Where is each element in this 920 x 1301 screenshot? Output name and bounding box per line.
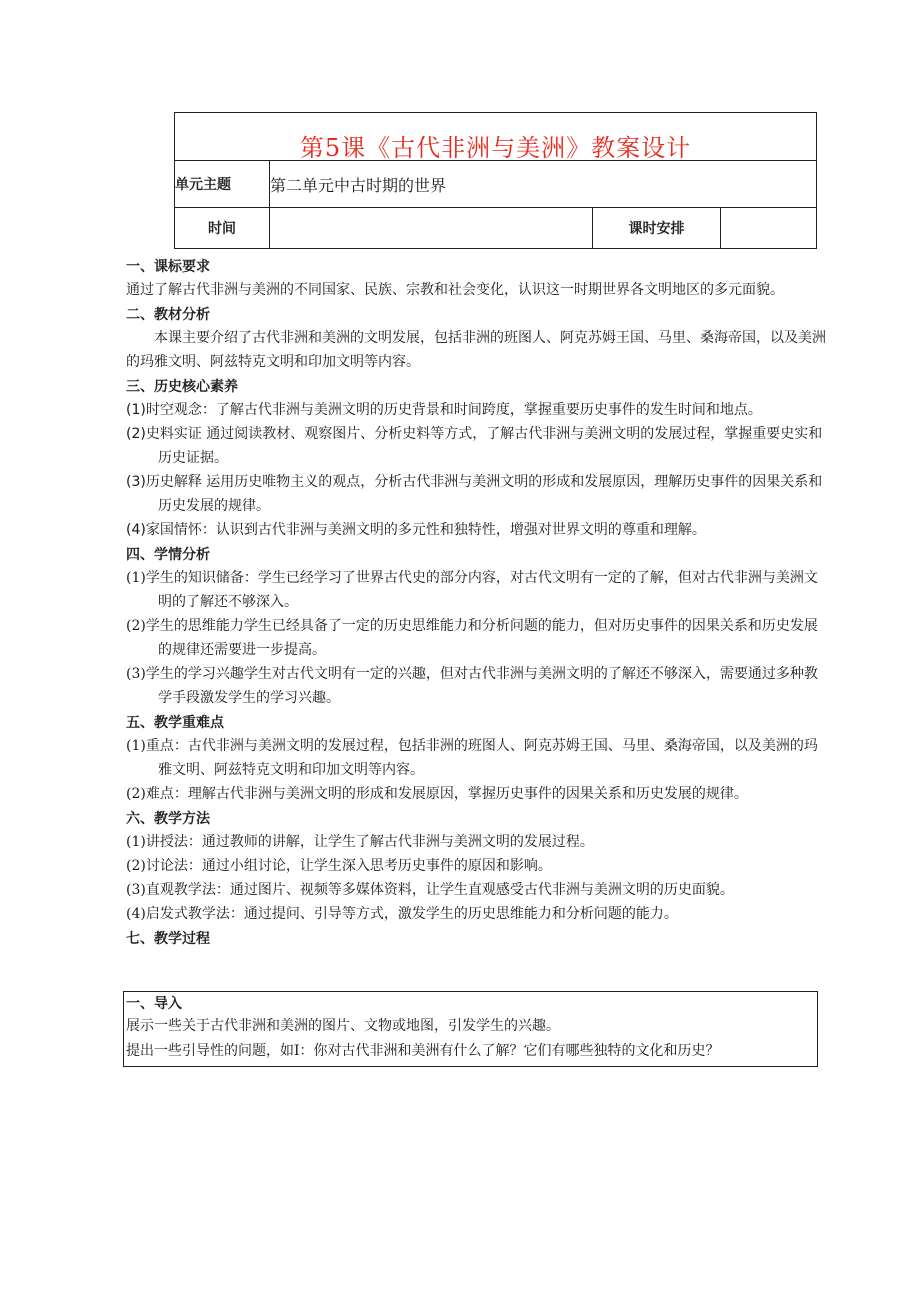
list-item [126,782,826,806]
time-label: 时间 [175,208,270,249]
process-line: 展示一些关于古代非洲和美洲的图片、文物或地图，引发学生的兴趣。 [126,1018,560,1034]
process-line: 提出一些引导性的问题，如I：你对古代非洲和美洲有什么了解？它们有哪些独特的文化和历史？ [126,1043,720,1059]
item-text: 通过图片、视频等多媒体资料，让学生直观感受古代非洲与美洲文明的历史面貌。 [229,882,734,898]
unit-label: 单元主题 [175,161,270,208]
item-key: (1)学生的知识储备： [126,570,258,586]
item-text: 通过提问、引导等方式，激发学生的历史思维能力和分析问题的能力。 [243,906,678,922]
item-text: 学生已经具备了一定的历史思维能力和分析问题的能力，但对历史事件的因果关系和历史发展的规律还需要进一步提高。 [158,618,818,658]
section-heading-textbook: 二、教材分析 [126,307,210,323]
item-key: (2)讨论法： [126,858,202,874]
list-item [126,470,826,518]
section-heading-learners: 四、学情分析 [126,547,210,563]
item-text: 通过教师的讲解，让学生了解古代非洲与美洲文明的发展过程。 [201,834,594,850]
list-item [126,854,826,878]
item-key: (3)历史解释 [126,474,202,490]
list-item [126,830,826,854]
page-title: 第5课《古代非洲与美洲》教案设计 [299,134,692,162]
item-key: (3)学生的学习兴趣 [126,666,244,682]
item-key: (1)讲授法： [126,834,202,850]
item-text: 学生对古代文明有一定的兴趣，但对古代非洲与美洲文明的了解还不够深入，需要通过多种教学手段激发学生的学习兴趣。 [158,666,818,706]
item-key: (3)直观教学法： [126,882,230,898]
item-key: (1)重点： [126,738,188,754]
time-value [270,208,593,249]
lesson-header-table [174,112,817,249]
schedule-value [721,208,817,249]
list-item [126,398,826,422]
process-box [123,991,818,1067]
item-text: 认识到古代非洲与美洲文明的多元性和独特性，增强对世界文明的尊重和理解。 [215,522,706,538]
unit-value: 第二单元中古时期的世界 [270,161,817,208]
section-heading-methods: 六、教学方法 [126,811,210,827]
item-text: 学生已经学习了世界古代史的部分内容，对古代文明有一定的了解，但对古代非洲与美洲文明的了解还不够深入。 [158,570,818,610]
list-item [126,878,826,902]
list-item [126,518,826,542]
item-key: (2)学生的思维能力 [126,618,244,634]
schedule-label: 课时安排 [593,208,721,249]
section-heading-process: 七、教学过程 [126,931,210,947]
section-heading-key-points: 五、教学重难点 [126,715,224,731]
lesson-content [126,256,826,950]
item-text: 通过阅读教材、观察图片、分析史料等方式，了解古代非洲与美洲文明的发展过程，掌握重要史实和历史证据。 [158,426,823,466]
item-text: 理解古代非洲与美洲文明的形成和发展原因，掌握历史事件的因果关系和历史发展的规律。 [187,786,748,802]
list-item [126,734,826,782]
process-sub-heading: 一、导入 [126,996,182,1012]
list-item [126,566,826,614]
textbook-text: 本课主要介绍了古代非洲和美洲的文明发展，包括非洲的班图人、阿克苏姆王国、马里、桑海帝国，以及美洲的玛雅文明、阿兹特克文明和印加文明等内容。 [126,330,826,370]
item-key: (1)时空观念： [126,402,216,418]
item-key: (2)难点： [126,786,188,802]
item-key: (4)启发式教学法： [126,906,244,922]
title-cell [175,113,817,161]
list-item [126,614,826,662]
item-text: 运用历史唯物主义的观点，分析古代非洲与美洲文明的形成和发展原因，理解历史事件的因果关系和历史发展的规律。 [158,474,823,514]
item-text: 了解古代非洲与美洲文明的历史背景和时间跨度，掌握重要历史事件的发生时间和地点。 [215,402,762,418]
section-heading-literacy: 三、历史核心素养 [126,379,238,395]
list-item [126,662,826,710]
section-heading-standards: 一、课标要求 [126,259,210,275]
list-item [126,422,826,470]
item-text: 古代非洲与美洲文明的发展过程，包括非洲的班图人、阿克苏姆王国、马里、桑海帝国，以及美洲的玛雅文明、阿兹特克文明和印加文明等内容。 [158,738,818,778]
standards-text: 通过了解古代非洲与美洲的不同国家、民族、宗教和社会变化，认识这一时期世界各文明地区的多元面貌。 [126,282,784,298]
item-text: 通过小组讨论，让学生深入思考历史事件的原因和影响。 [201,858,552,874]
list-item [126,902,826,926]
item-key: (2)史料实证 [126,426,202,442]
item-key: (4)家国情怀： [126,522,216,538]
